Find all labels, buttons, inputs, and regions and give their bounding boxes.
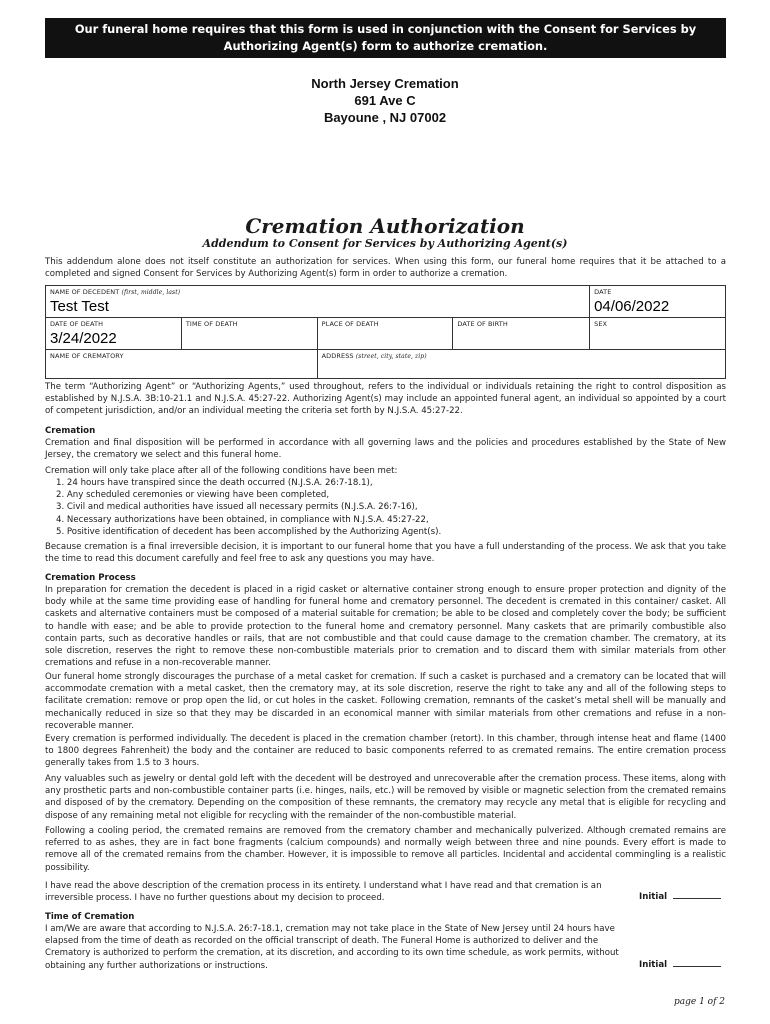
condition-item: 4. Necessary authorizations have been obtained, in compliance with N.J.S.A. 45:27-22, [56,514,429,525]
time-of-death-label: TIME OF DEATH [185,320,238,328]
document-subtitle: Addendum to Consent for Services by Authorizing Agent(s) [202,237,568,250]
crematory-name-cell[interactable] [46,350,318,379]
cremation-paragraph: Cremation and final disposition will be performed in accordance with all governing laws and the policies and procedures established by the State of New Jersey, the crematory we select and this funeral home. [45,438,726,461]
time-of-cremation-heading: Time of Cremation [45,912,135,922]
conditions-list [45,477,441,538]
initial-line[interactable] [673,966,721,967]
funeral-home-name: North Jersey Cremation [311,76,459,91]
date-of-birth-label: DATE OF BIRTH [457,320,508,328]
date-value[interactable]: 04/06/2022 [594,298,670,315]
crematory-address-label: ADDRESS [321,352,354,360]
banner-line-2: Authorizing Agent(s) form to authorize cremation. [223,39,548,53]
condition-item: 1. 24 hours have transpired since the death occurred (N.J.S.A. 26:7-18.1), [56,478,373,488]
crematory-address-hint: (street, city, state, zip) [355,353,427,360]
place-of-death-label: PLACE OF DEATH [321,320,379,328]
acknowledgement-paragraph: I have read the above description of the cremation process in its entirety. I understand what I have read and that cremation is an irreversible process. I have no further questions about my decision to proceed. [45,881,602,904]
cremation-heading: Cremation [45,426,96,436]
page-number: page 1 of 2 [674,997,725,1007]
condition-item: 5. Positive identification of decedent has been accomplished by the Authorizing Agent(s). [56,526,442,537]
place-of-death-cell[interactable] [317,318,453,350]
agent-definition-paragraph: The term “Authorizing Agent” or “Authorizing Agents,” used throughout, refers to the individual or individuals retaining the right to control disposition as established by N.J.S.A. 3B:10-21.1 and N.J.S.A. 45:27-22. Authorizing Agent(s) may include an appointed funeral agent, an individual so appointed by a court of competent jurisdiction, and/or an individual meeting the criteria set forth by N.J.S.A. 45:27-22. [45,382,726,417]
date-cell[interactable] [590,286,726,318]
decedent-name-label: NAME OF DECEDENT [50,288,120,296]
initial-line[interactable] [673,898,721,899]
decedent-name-hint: (first, middle, last) [121,289,181,296]
understanding-paragraph: Because cremation is a final irreversible decision, it is important to our funeral home that you have a full understanding of the process. We ask that you take the time to read this document carefully and feel free to ask any questions you may have. [45,542,726,565]
process-paragraph-2: Our funeral home strongly discourages the purchase of a metal casket for cremation. If such a casket is purchased and a crematory can be located that will accommodate cremation with a metal casket, then the crematory may, at its sole discretion, reserve the right to take any and all of the following steps to facilitate cremation: remove or prop open the lid, or cut holes in the casket. Following cremation, remnants of the casket’s metal shell will be manually and mechanically reduced in size so that they may be discarded in an economical manner with similar materials from other cremations and refuse in a non-recoverable manner. [45,672,726,731]
notice-banner [45,18,726,58]
time-of-death-cell[interactable] [181,318,317,350]
sex-label: SEX [594,320,608,328]
funeral-home-street: 691 Ave C [354,93,416,108]
time-of-cremation-paragraph: I am/We are aware that according to N.J.S.A. 26:7-18.1, cremation may not take place in the State of New Jersey until 24 hours have elapsed from the time of death as recorded on the official transcript of death. The Funeral Home is authorized to deliver and the Crematory is authorized to perform the cremation, at its discretion, and according to its own time schedule, as work permits, without obtaining any further authorizations or instructions. [45,924,619,971]
intro-paragraph: This addendum alone does not itself constitute an authorization for services. When using this form, our funeral home requires that it be attached to a completed and signed Consent for Services by Authorizing Agent(s) form in order to authorize a cremation. [45,257,726,280]
process-paragraph-4: Any valuables such as jewelry or dental gold left with the decedent will be destroyed and unrecoverable after the cremation process. These items, along with any prosthetic parts and non-combustible container parts (i.e. hinges, nails, etc.) will be removed by visible or magnetic selection from the cremated remains and disposed of by the crematory. Depending on the composition of these remnants, the crematory may recycle any metal that is eligible for recycling and dispose of any remaining metal not eligible for recycling with the remainder of the non-combustible material. [45,774,726,821]
date-label: DATE [594,288,612,296]
decedent-name-value[interactable]: Test Test [50,298,109,315]
decedent-info-table [45,285,726,379]
condition-item: 3. Civil and medical authorities have issued all necessary permits (N.J.S.A. 26:7-16), [56,502,418,513]
crematory-address-cell[interactable] [317,350,725,379]
process-paragraph-5: Following a cooling period, the cremated remains are removed from the crematory chamber and mechanically pulverized. Although cremated remains are referred to as ashes, they are in fact bone fragments (calcium compounds) and normally weigh between three and nine pounds. Every effort is made to remove all of the cremated remains from the chamber. However, it is impossible to remove all particles. Incidental and accidental commingling is a realistic possibility. [45,826,726,873]
banner-line-1: Our funeral home requires that this form is used in conjunction with the Consent for Services by [74,22,697,36]
initial-label: Initial [639,960,668,970]
date-of-death-label: DATE OF DEATH [50,320,104,328]
date-of-death-value[interactable]: 3/24/2022 [50,330,117,347]
initial-field-1[interactable] [639,892,721,902]
crematory-address-label-wrap [322,352,721,360]
date-of-birth-cell[interactable] [453,318,590,350]
crematory-name-label: NAME OF CREMATORY [50,352,124,360]
initial-field-2[interactable] [639,960,721,970]
date-of-death-cell[interactable] [46,318,182,350]
decedent-name-cell[interactable] [46,286,590,318]
condition-item: 2. Any scheduled ceremonies or viewing have been completed, [56,490,330,501]
sex-cell[interactable] [590,318,726,350]
initial-label: Initial [639,892,668,902]
funeral-home-city: Bayoune , NJ 07002 [323,110,447,125]
decedent-name-label-wrap [50,288,585,296]
conditions-intro: Cremation will only take place after all of the following conditions have been met: [45,466,398,476]
document-title: Cremation Authorization [245,214,525,238]
process-paragraph-3: Every cremation is performed individually. The decedent is placed in the cremation chamber (retort). In this chamber, through intense heat and flame (1400 to 1800 degrees Fahrenheit) the body and the container are reduced to basic components referred to as cremated remains. The entire cremation process generally takes from 1.5 to 3 hours. [45,734,726,769]
process-paragraph-1: In preparation for cremation the decedent is placed in a rigid casket or alternative container strong enough to ensure proper protection and dignity of the body while at the same time providing ease of handling for funeral home and crematory personnel. The decedent is cremated in this container/ casket. All caskets and alternative containers must be composed of a material suitable for cremation; be able to be closed and completely cover the body; be sufficient to handle with ease; and be able to provide protection to the funeral home and crematory personnel. Many caskets that are primarily combustible also contain parts, such as decorative handles or rails, that are not combustible and that could cause damage to the cremation chamber. The crematory, at its sole discretion, reserves the right to remove these non-combustible materials prior to cremation and to discard them with similar materials from other cremations and refuse in a non-recoverable manner. [45,585,726,669]
cremation-process-heading: Cremation Process [45,573,136,583]
